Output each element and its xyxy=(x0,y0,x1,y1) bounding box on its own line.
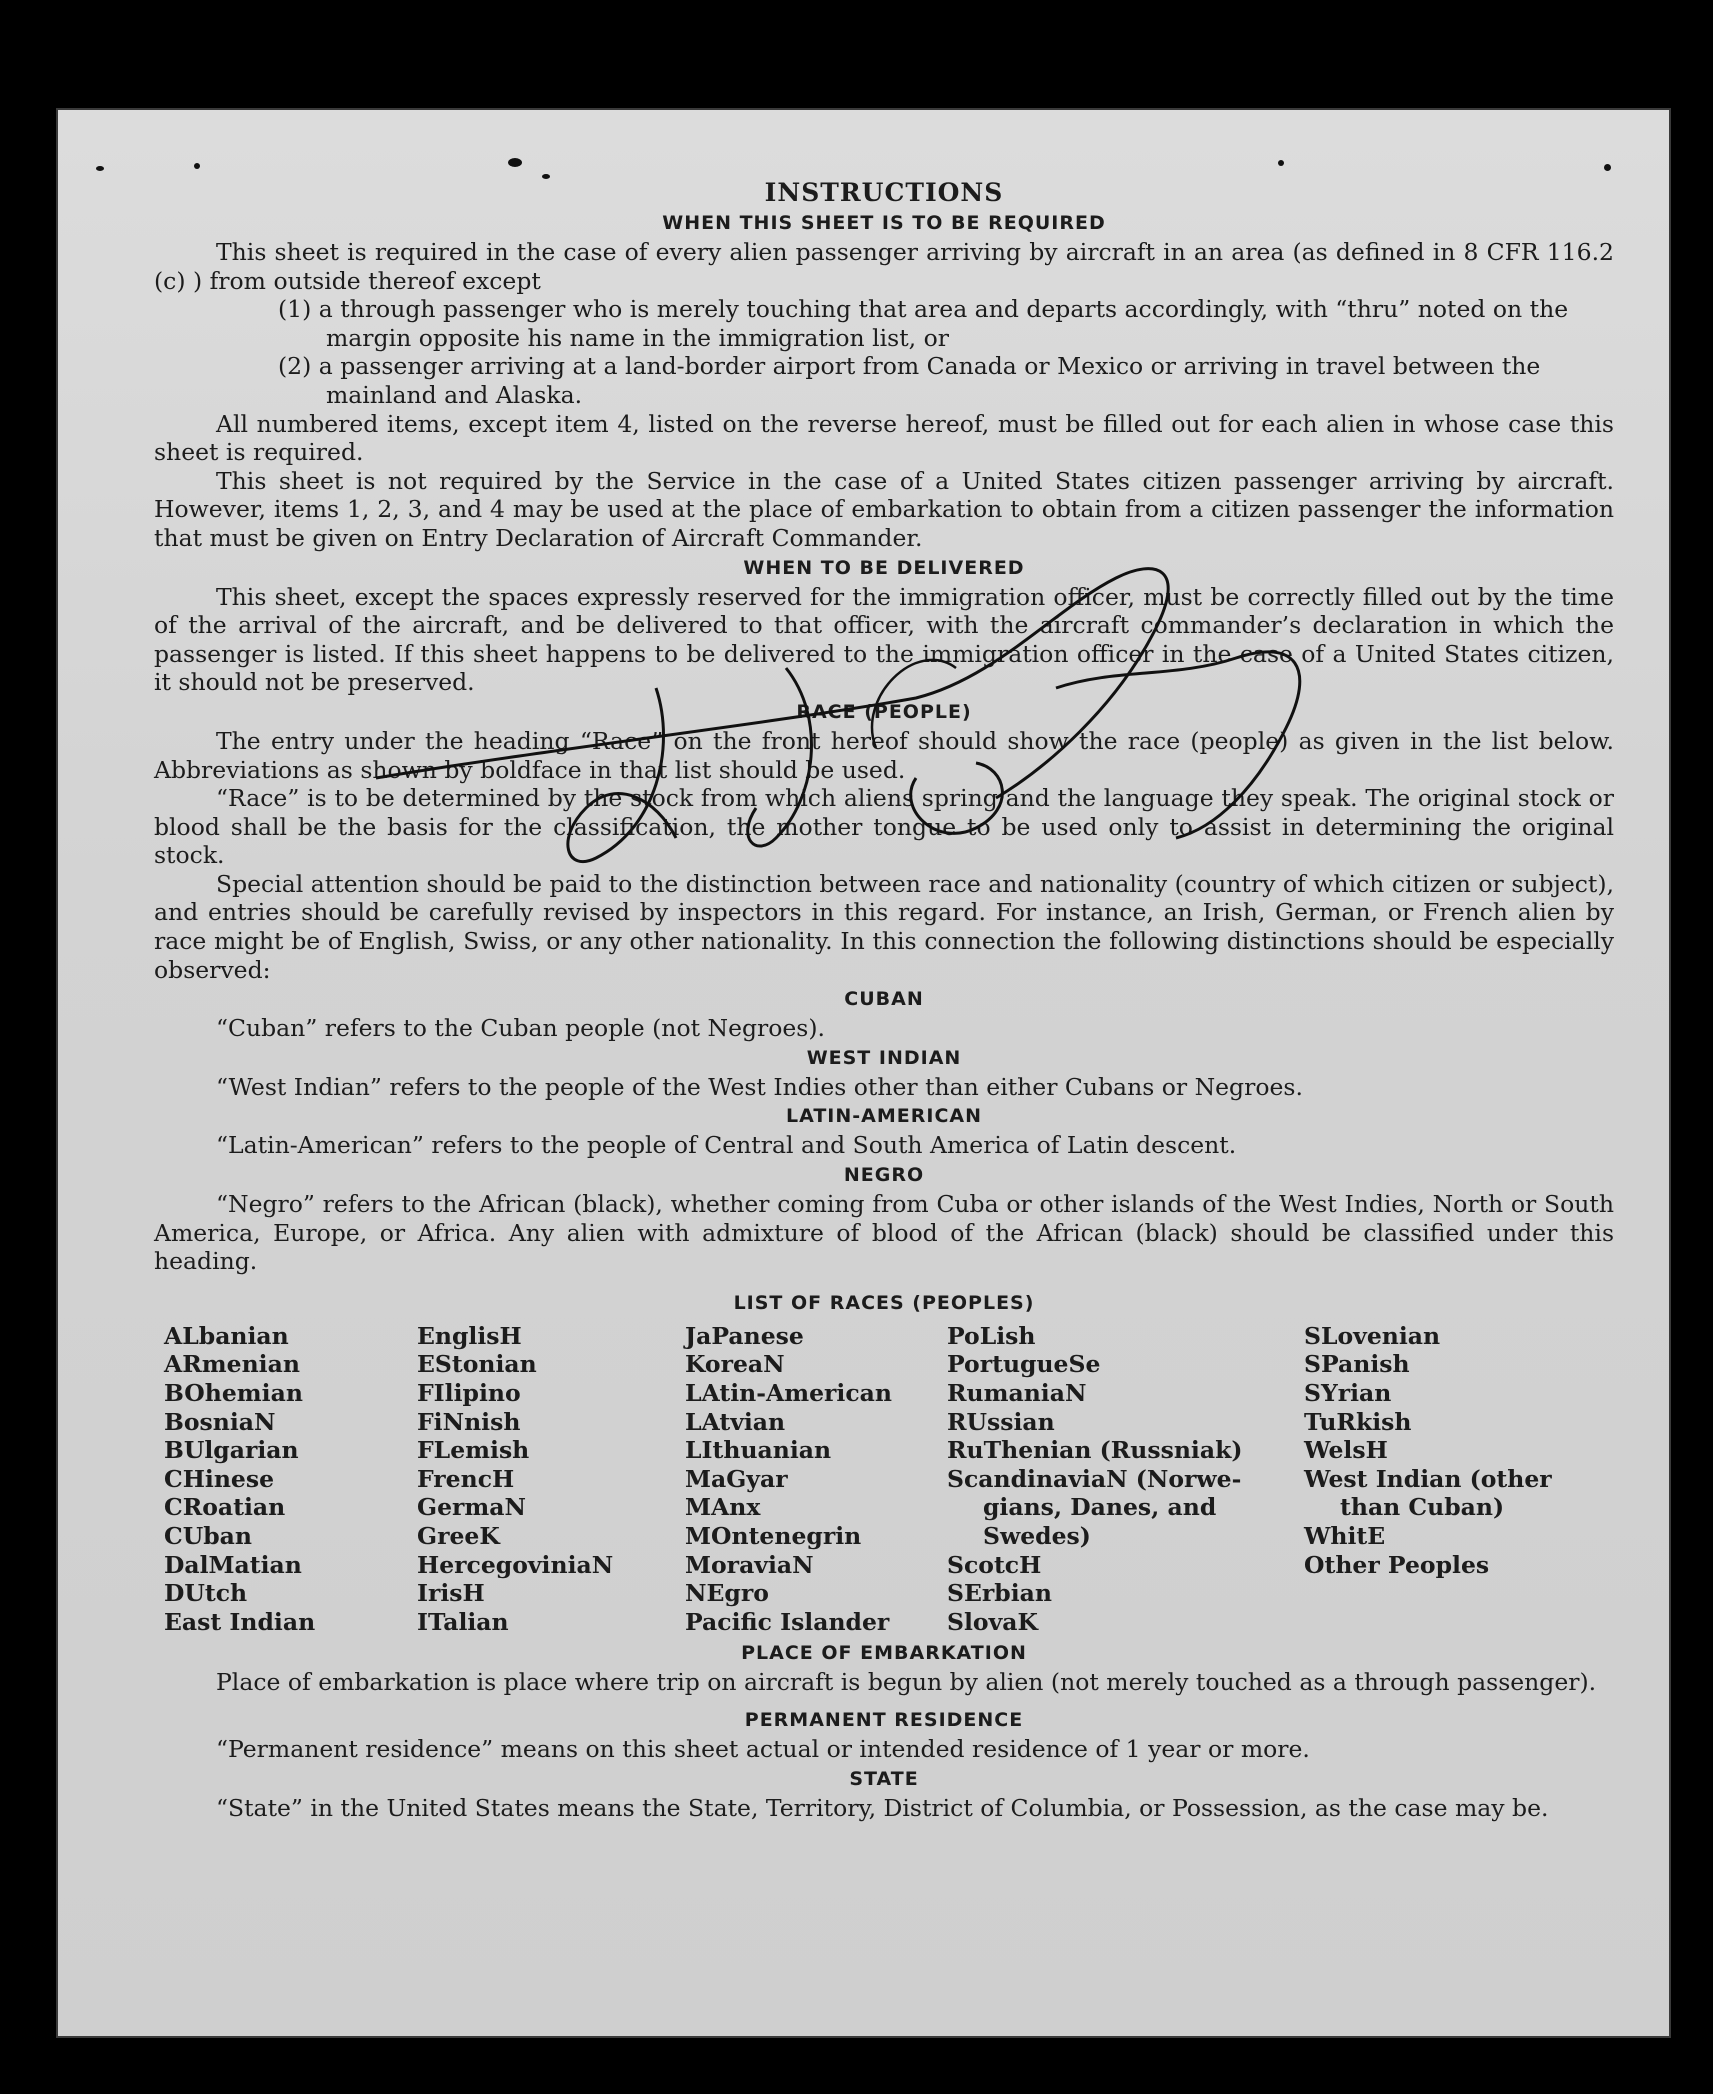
speck xyxy=(194,163,200,169)
race-entry: CHinese xyxy=(164,1464,275,1493)
race-entry: ARmenian xyxy=(164,1350,300,1379)
race-entry: LAtin-American xyxy=(685,1379,892,1407)
speck xyxy=(508,158,522,167)
race-entry: East Indian xyxy=(164,1607,316,1636)
list-item: (1) a through passenger who is merely touching that area and departs accordingly, with “thru” noted on the margin opposite his name in the immigration list, or xyxy=(278,295,1569,352)
heading-list-of-races: LIST OF RACES (PEOPLES) xyxy=(733,1291,1035,1314)
races-column xyxy=(685,1322,947,1637)
heading-latin-american: LATIN-AMERICAN xyxy=(786,1105,982,1128)
race-entry: MoraviaN xyxy=(685,1550,814,1579)
race-entry: MaGyar xyxy=(685,1464,788,1493)
speck xyxy=(1604,164,1611,171)
heading-negro: NEGRO xyxy=(843,1164,925,1187)
heading-place-of-embarkation: PLACE OF EMBARKATION xyxy=(741,1642,1027,1665)
race-entry: FiNnish xyxy=(417,1407,521,1436)
race-entry: LAtvian xyxy=(685,1407,786,1436)
race-entry: Pacific Islander xyxy=(685,1607,890,1636)
heading-state: STATE xyxy=(849,1767,919,1790)
definition-text: “Cuban” refers to the Cuban people (not Negroes). xyxy=(216,1014,826,1043)
paragraph: The entry under the heading “Race” on the front hereof should show the race (people) as given in the list below. Abbreviations as shown by boldface in that list should be used. xyxy=(154,726,1614,784)
race-entry: FLemish xyxy=(417,1436,530,1465)
race-entry: JaPanese xyxy=(685,1321,804,1350)
race-entry: BosniaN xyxy=(164,1407,276,1436)
list-item: (2) a passenger arriving at a land-border airport from Canada or Mexico or arriving in travel between the mainland and Alaska. xyxy=(278,352,1541,409)
race-entry: MAnx xyxy=(685,1493,761,1522)
race-entry: HercegoviniaN xyxy=(417,1550,614,1579)
race-entry: RumaniaN xyxy=(947,1379,1087,1407)
race-entry: Other Peoples xyxy=(1304,1550,1490,1579)
heading-cuban: CUBAN xyxy=(844,988,924,1011)
races-column xyxy=(417,1322,685,1637)
race-entry: SPanish xyxy=(1304,1350,1410,1379)
race-entry: FIlipino xyxy=(417,1379,521,1407)
race-entry: WelsH xyxy=(1304,1436,1388,1465)
race-entry: than Cuban) xyxy=(1340,1493,1505,1522)
race-entry: EnglisH xyxy=(417,1321,522,1350)
race-entry: WhitE xyxy=(1304,1521,1386,1550)
paragraph: Special attention should be paid to the distinction between race and nationality (country of which citizen or subject), and entries should be carefully revised by inspectors in this regard. For instance, an Irish, German, or French alien by race might be of English, Swiss, or any other nationality. In this connection the following distinctions should be especially observed: xyxy=(154,869,1614,984)
race-entry: CUban xyxy=(164,1521,252,1550)
race-entry: CRoatian xyxy=(164,1493,286,1522)
race-entry: RUssian xyxy=(947,1407,1055,1436)
paragraph: All numbered items, except item 4, listed on the reverse hereof, must be filled out for each alien in whose case this sheet is required. xyxy=(154,409,1614,467)
race-entry: SLovenian xyxy=(1304,1321,1441,1350)
race-entry: ALbanian xyxy=(164,1321,289,1350)
race-entry: PoLish xyxy=(947,1321,1036,1350)
heading-permanent-residence: PERMANENT RESIDENCE xyxy=(744,1708,1024,1731)
race-entry: ScotcH xyxy=(947,1550,1042,1579)
instructions-content xyxy=(154,178,1614,1822)
document-sheet xyxy=(56,108,1671,2038)
race-entry: GermaN xyxy=(417,1493,526,1522)
race-entry: SErbian xyxy=(947,1579,1052,1608)
race-entry: PortugueSe xyxy=(947,1350,1101,1379)
speck xyxy=(542,174,550,179)
race-entry: West Indian (other xyxy=(1304,1464,1552,1493)
race-entry: MOntenegrin xyxy=(685,1521,862,1550)
race-entry: EStonian xyxy=(417,1350,537,1379)
paragraph: This sheet is not required by the Service in the case of a United States citizen passenger arriving by aircraft. However, items 1, 2, 3, and 4 may be used at the place of embarkation to obtain from a citizen passenger the information that must be given on Entry Declaration of Aircraft Commander. xyxy=(154,466,1614,552)
heading-when-required: WHEN THIS SHEET IS TO BE REQUIRED xyxy=(662,212,1106,234)
definition-text: “Latin-American” refers to the people of Central and South America of Latin descent. xyxy=(216,1131,1237,1160)
race-entry: ITalian xyxy=(417,1607,509,1636)
race-entry: DUtch xyxy=(164,1579,248,1608)
race-entry: Swedes) xyxy=(983,1521,1091,1550)
races-column xyxy=(947,1322,1304,1637)
race-entry: NEgro xyxy=(685,1579,769,1608)
race-entry: IrisH xyxy=(417,1579,485,1608)
paragraph: “State” in the United States means the State, Territory, District of Columbia, or Possession, as the case may be. xyxy=(216,1793,1549,1822)
race-entry: KoreaN xyxy=(685,1350,785,1379)
race-entry: TuRkish xyxy=(1304,1407,1412,1436)
speck xyxy=(1278,160,1284,166)
race-entry: SlovaK xyxy=(947,1607,1038,1636)
paragraph: This sheet, except the spaces expressly reserved for the immigration officer, must be correctly filled out by the time of the arrival of the aircraft, and be delivered to that officer, with the aircraft commander’s declaration in which the passenger is listed. If this sheet happens to be delivered to the immigration officer in the case of a United States citizen, it should not be preserved. xyxy=(154,582,1614,697)
paragraph: “Permanent residence” means on this sheet actual or intended residence of 1 year or more. xyxy=(216,1734,1310,1763)
race-entry: BUlgarian xyxy=(164,1436,299,1465)
races-column xyxy=(164,1322,417,1637)
race-entry: SYrian xyxy=(1304,1379,1392,1407)
page-title: INSTRUCTIONS xyxy=(764,178,1004,207)
heading-race: RACE (PEOPLE) xyxy=(796,700,972,723)
race-entry: FrencH xyxy=(417,1464,515,1493)
races-column xyxy=(1304,1322,1552,1637)
race-entry: gians, Danes, and xyxy=(983,1493,1217,1522)
paragraph: “Race” is to be determined by the stock from which aliens spring and the language they speak. The original stock or blood shall be the basis for the classification, the mother tongue to be used only to assist in determining the original stock. xyxy=(154,784,1614,870)
race-entry: DalMatian xyxy=(164,1550,302,1579)
race-entry: ScandinaviaN (Norwe- xyxy=(947,1464,1242,1493)
race-entry: LIthuanian xyxy=(685,1436,832,1465)
paragraph: “Negro” refers to the African (black), whether coming from Cuba or other islands of the West Indies, North or South America, Europe, or Africa. Any alien with admixture of blood of the African (black) should be classified under this heading. xyxy=(154,1190,1614,1276)
heading-when-delivered: WHEN TO BE DELIVERED xyxy=(743,556,1025,579)
race-entry: GreeK xyxy=(417,1521,500,1550)
races-list xyxy=(164,1322,1614,1637)
paragraph: Place of embarkation is place where trip on aircraft is begun by alien (not merely touched as a through passenger). xyxy=(216,1668,1597,1697)
definition-text: “West Indian” refers to the people of the West Indies other than either Cubans or Negroes. xyxy=(216,1072,1303,1101)
paragraph: This sheet is required in the case of every alien passenger arriving by aircraft in an area (as defined in 8 CFR 116.2 (c) ) from outside thereof except xyxy=(154,238,1614,295)
race-entry: BOhemian xyxy=(164,1379,303,1407)
speck xyxy=(96,166,104,171)
heading-west-indian: WEST INDIAN xyxy=(806,1046,962,1069)
race-entry: RuThenian (Russniak) xyxy=(947,1436,1243,1465)
